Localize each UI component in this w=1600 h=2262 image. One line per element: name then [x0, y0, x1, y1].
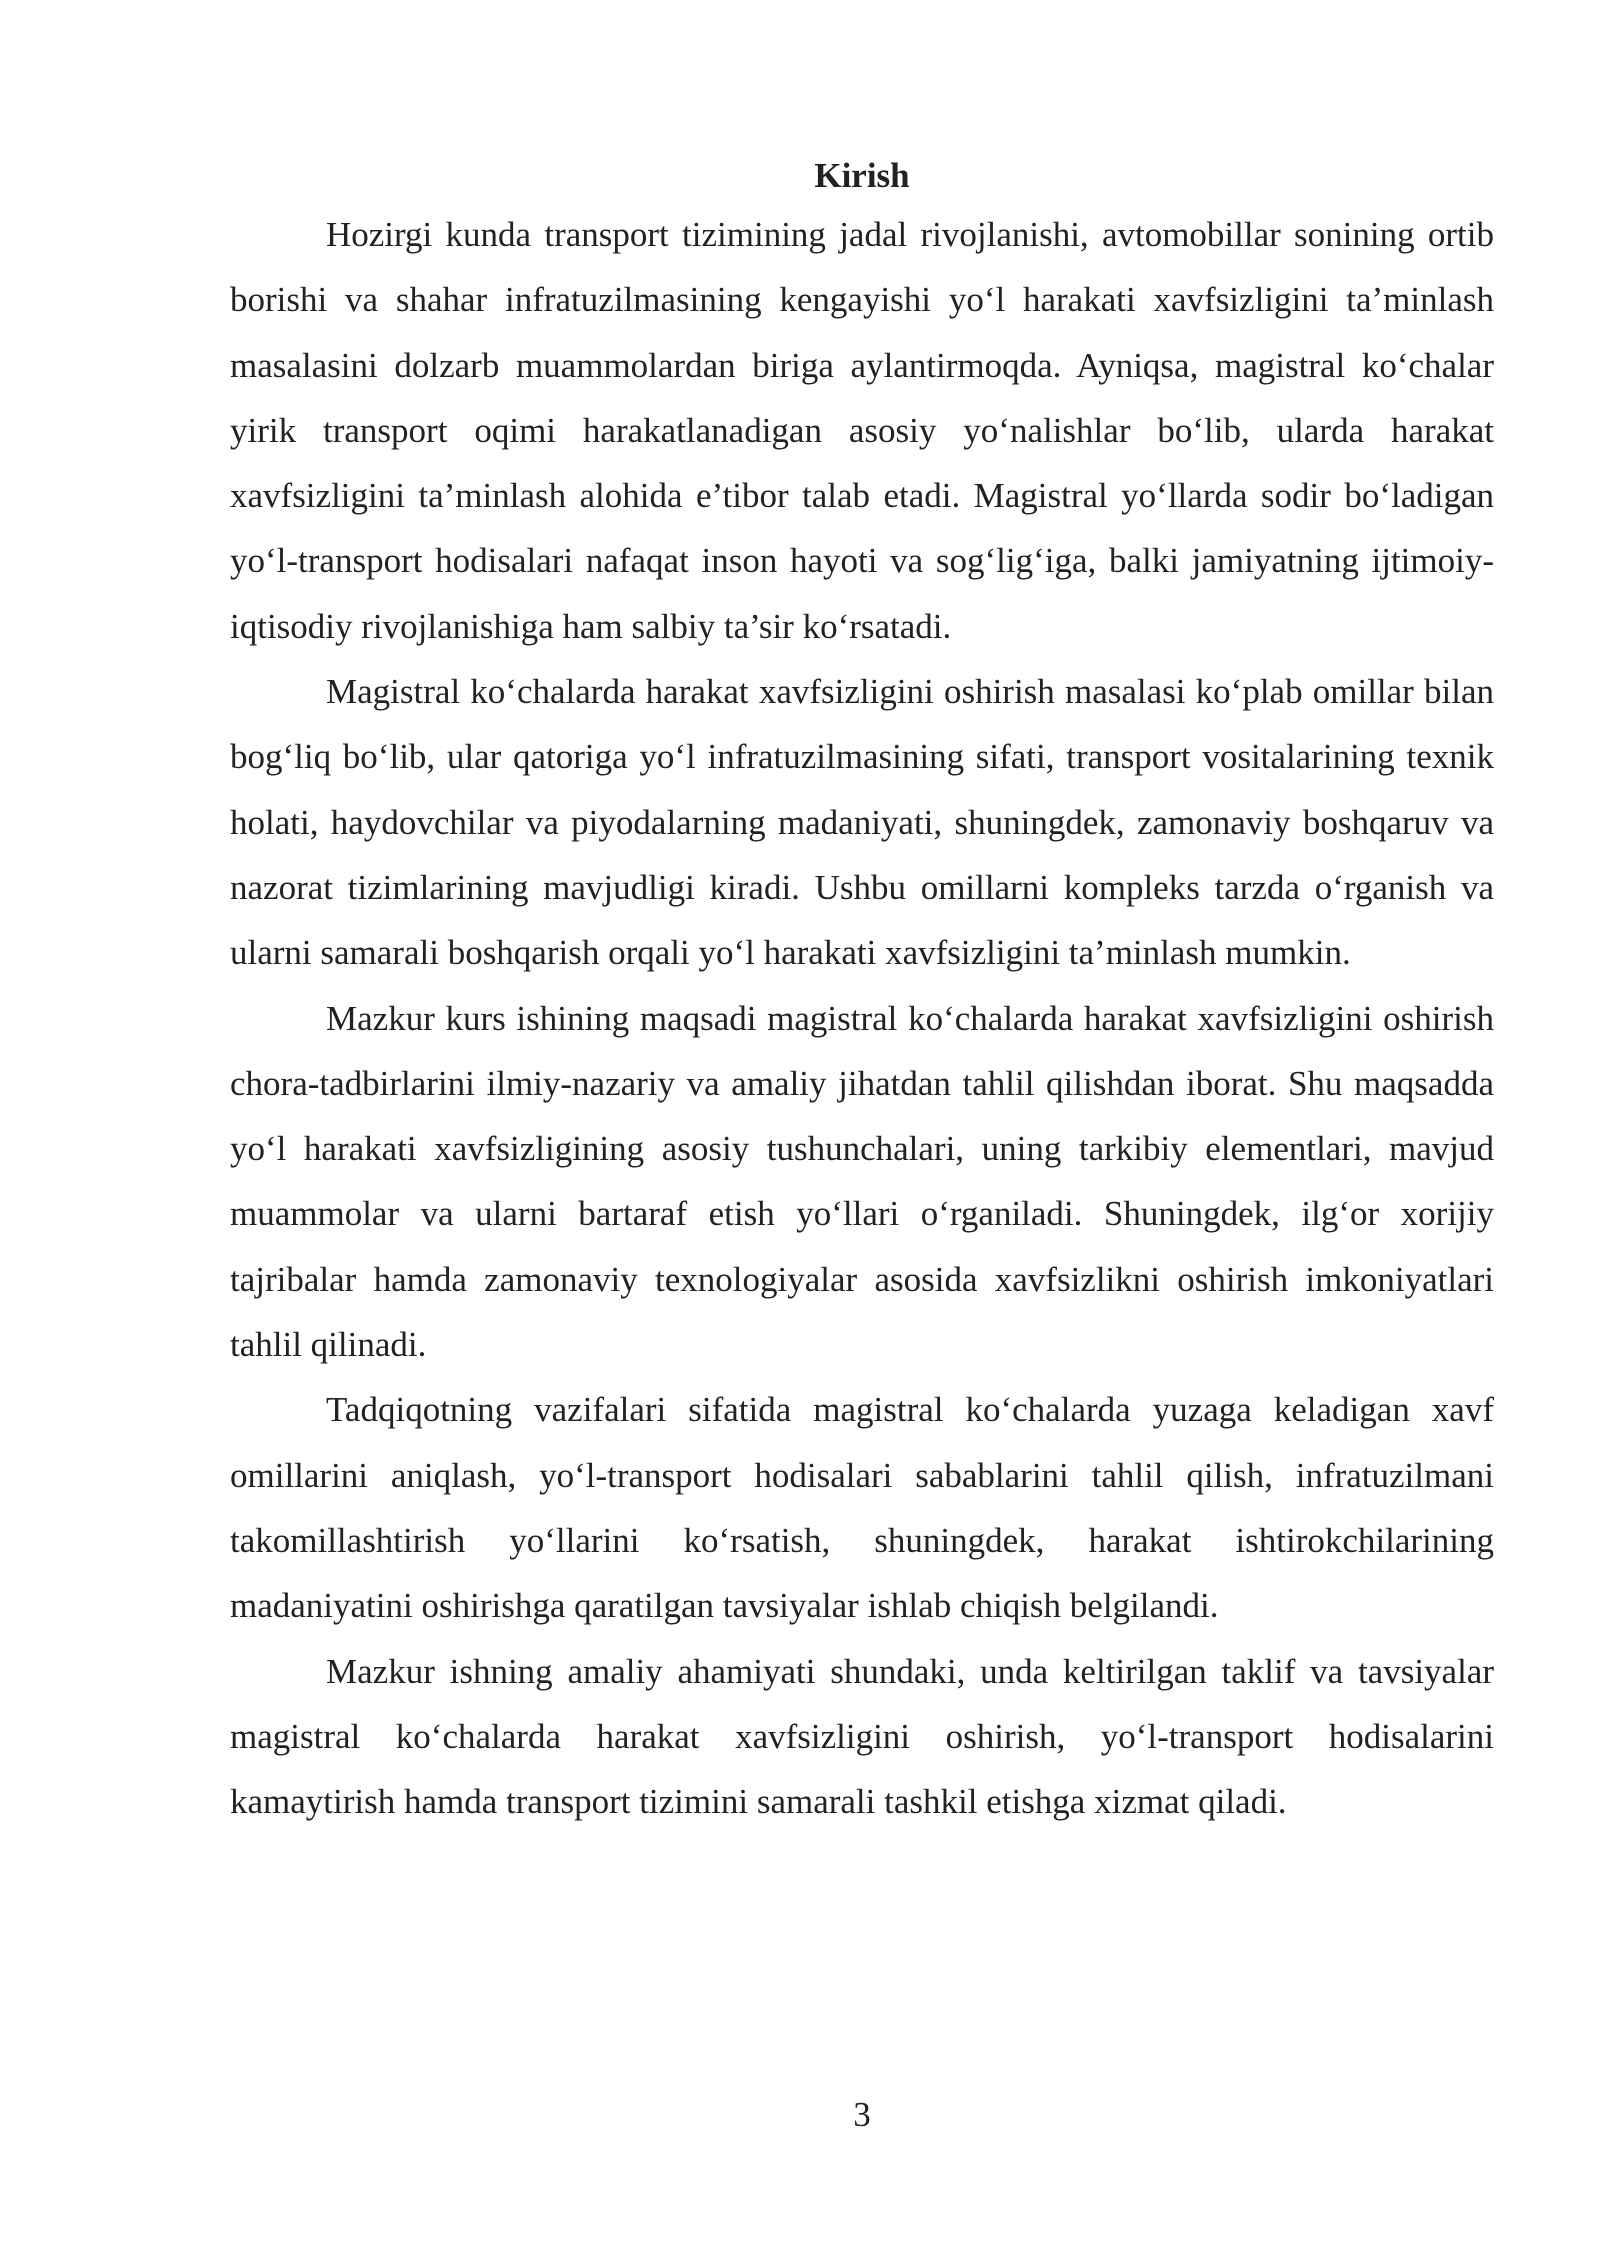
paragraph-intro: Hozirgi kunda transport tizimining jadal rivojlanishi, avtomobillar sonining ortib borishi va shahar infratuzilmasining kengayishi yo‘l harakati xavfsizligini ta’minlash masalasini dolzarb muammolardan biriga aylantirmoqda. Ayniqsa, magistral ko‘chalar yirik transport oqimi harakatlanadigan asosiy yo‘nalishlar bo‘lib, ularda harakat xavfsizligini ta’minlash alohida e’tibor talab etadi. Magistral yo‘llarda sodir bo‘ladigan yo‘l-transport hodisalari nafaqat inson hayoti va sog‘lig‘iga, balki jamiyatning ijtimoiy-iqtisodiy rivojlanishiga ham salbiy ta’sir ko‘rsatadi. — [230, 215, 1494, 646]
paragraph-significance: Mazkur ishning amaliy ahamiyati shundaki, unda keltirilgan taklif va tavsiyalar magistral ko‘chalarda harakat xavfsizligini oshirish, yo‘l-transport hodisalarini kamaytirish hamda transport tizimini samarali tashkil etishga xizmat qiladi. — [230, 1651, 1494, 1822]
page-body — [230, 150, 1494, 1834]
paragraph-tasks: Tadqiqotning vazifalari sifatida magistral ko‘chalarda yuzaga keladigan xavf omillarini aniqlash, yo‘l-transport hodisalari sabablarini tahlil qilish, infratuzilmani takomillashtirish yo‘llarini ko‘rsatish, shuningdek, harakat ishtirokchilarining madaniyatini oshirishga qaratilgan tavsiyalar ishlab chiqish belgilandi. — [230, 1390, 1494, 1626]
section-title: Kirish — [814, 156, 910, 195]
page-number: 3 — [853, 2095, 871, 2134]
paragraph-factors: Magistral ko‘chalarda harakat xavfsizligini oshirish masalasi ko‘plab omillar bilan bog‘liq bo‘lib, ular qatoriga yo‘l infratuzilmasining sifati, transport vositalarining texnik holati, haydovchilar va piyodalarning madaniyati, shuningdek, zamonaviy boshqaruv va nazorat tizimlarining mavjudligi kiradi. Ushbu omillarni kompleks tarzda o‘rganish va ularni samarali boshqarish orqali yo‘l harakati xavfsizligini ta’minlash mumkin. — [230, 672, 1494, 973]
paragraph-goal: Mazkur kurs ishining maqsadi magistral ko‘chalarda harakat xavfsizligini oshirish chora-tadbirlarini ilmiy-nazariy va amaliy jihatdan tahlil qilishdan iborat. Shu maqsadda yo‘l harakati xavfsizligining asosiy tushunchalari, uning tarkibiy elementlari, mavjud muammolar va ularni bartaraf etish yo‘llari o‘rganiladi. Shuningdek, ilg‘or xorijiy tajribalar hamda zamonaviy texnologiyalar asosida xavfsizlikni oshirish imkoniyatlari tahlil qilinadi. — [230, 998, 1494, 1365]
